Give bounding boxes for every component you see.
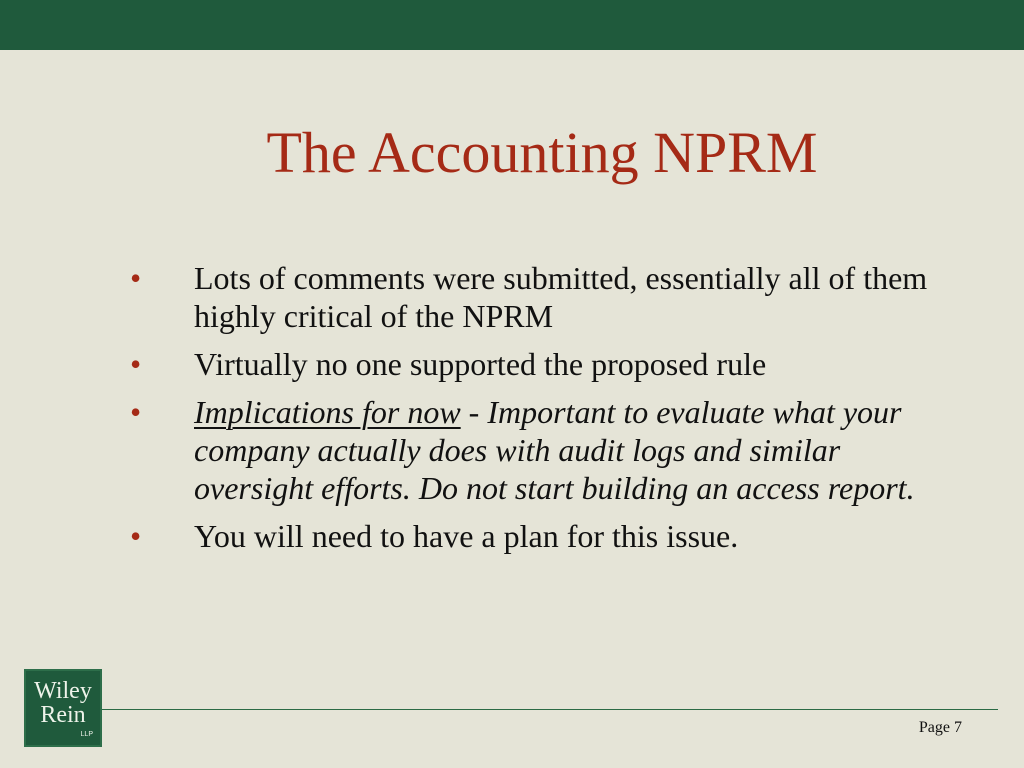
- bullet-text: Lots of comments were submitted, essentially all of them highly critical of the NPRM: [194, 260, 928, 334]
- bullet-marker: •: [130, 346, 142, 382]
- bullet-underlined-text: Implications for now: [194, 394, 461, 430]
- bullet-text: You will need to have a plan for this issue.: [194, 518, 739, 554]
- bullet-text: Virtually no one supported the proposed rule: [194, 346, 767, 382]
- bullet-italic-text: - Important to evaluate what your company actually does with audit logs and similar oversight efforts. Do not start building an access report.: [194, 394, 915, 506]
- bullet-item-1: [128, 259, 958, 335]
- bullet-marker: •: [130, 260, 142, 296]
- logo-llp-text: LLP: [80, 731, 93, 738]
- logo-rein-text: Rein: [40, 702, 86, 728]
- bullet-item-4: [128, 517, 958, 555]
- top-bar: [0, 0, 1024, 50]
- footer-divider: [102, 709, 998, 710]
- bullet-marker: •: [130, 394, 142, 430]
- page-number: Page 7: [918, 719, 962, 736]
- bullet-item-2: [128, 345, 958, 383]
- logo-wiley-text: Wiley: [34, 678, 92, 704]
- slide-title: The Accounting NPRM: [266, 120, 818, 185]
- title-wrap: [60, 118, 1024, 188]
- bullet-item-3: [128, 393, 958, 507]
- bullet-marker: •: [130, 518, 142, 554]
- wiley-rein-logo: [24, 669, 102, 747]
- bullet-list: [128, 259, 958, 565]
- bullet-text: [194, 394, 915, 506]
